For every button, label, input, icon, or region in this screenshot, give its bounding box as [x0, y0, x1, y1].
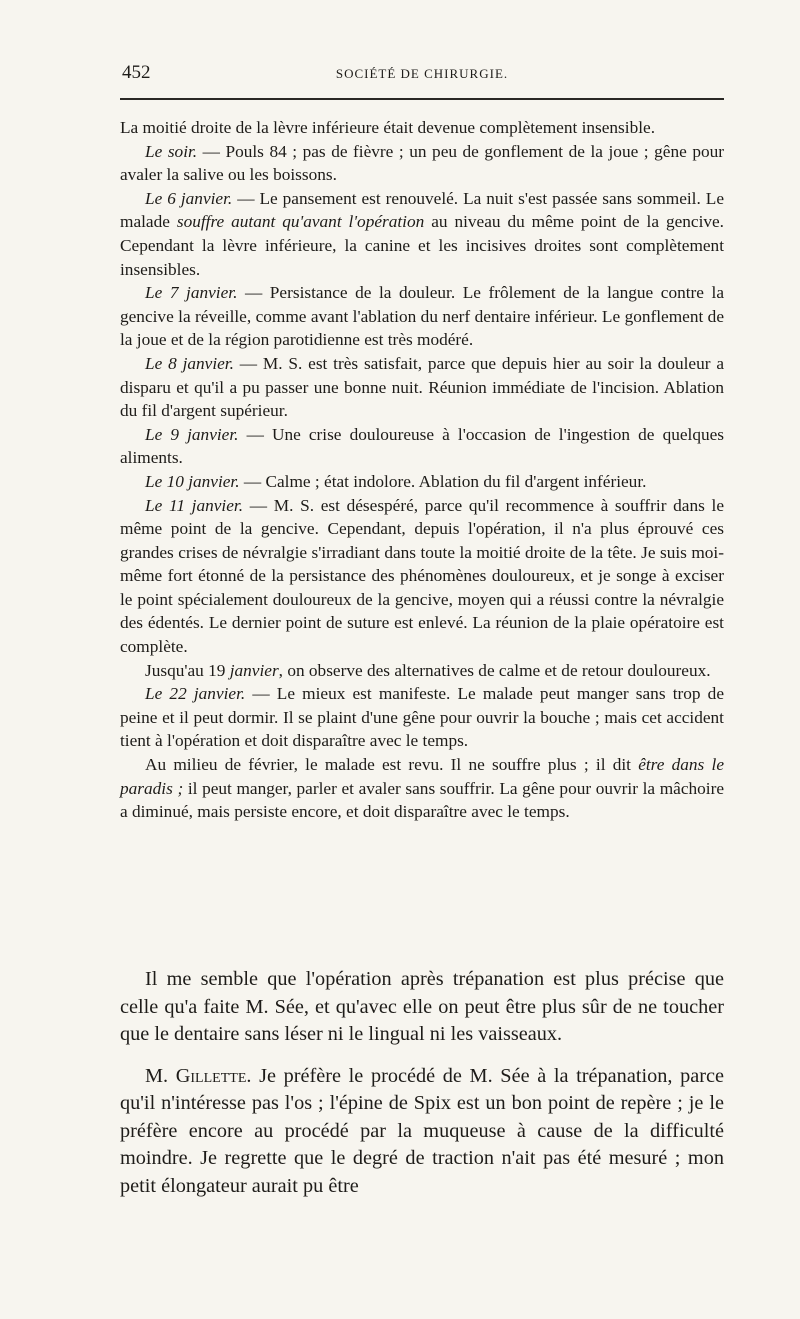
- case-notes: [120, 116, 724, 824]
- paragraph-22-janvier: Le 22 janvier. — Le mieux est manifeste. Le malade peut manger sans trop de peine et il peut dormir. Il se plaint d'une gêne pour ouvrir la bouche ; mais cet accident tient à l'opération et doit disparaître avec le temps.: [120, 684, 724, 751]
- entry-date: Le 6 janvier.: [145, 188, 233, 208]
- entry-date: Le 10 janvier.: [145, 471, 240, 491]
- paragraph-fevrier: Au milieu de février, le malade est revu. Il ne souffre plus ; il dit être dans le paradis ; il peut manger, parler et avaler sans souffrir. La gêne pour ouvrir la mâchoire a diminué, mais persiste encore, et doit disparaître avec le temps.: [120, 755, 724, 822]
- paragraph-10-janvier: Le 10 janvier. — Calme ; état indolore. Ablation du fil d'argent inférieur.: [145, 471, 647, 491]
- paragraph-19-janvier: Jusqu'au 19 janvier, on observe des alternatives de calme et de retour douloureux.: [145, 660, 711, 680]
- discussion: [120, 966, 724, 1214]
- speaker-name: M. Gillette.: [145, 1064, 252, 1087]
- running-title: SOCIÉTÉ DE CHIRURGIE.: [335, 66, 509, 81]
- entry-date: Le soir.: [145, 141, 198, 161]
- entry-date: Le 7 janvier.: [145, 283, 238, 303]
- paragraph-insensible: La moitié droite de la lèvre inférieure était devenue complètement insensible.: [120, 118, 656, 137]
- paragraph-9-janvier: Le 9 janvier. — Une crise douloureuse à l'occasion de l'ingestion de quelques aliments.: [120, 424, 724, 468]
- paragraph-7-janvier: Le 7 janvier. — Persistance de la douleur. Le frôlement de la langue contre la gencive la réveille, comme avant l'ablation du nerf dentaire inférieur. Le gonflement de la joue et de la région parotidienne est très modéré.: [120, 283, 724, 350]
- paragraph-8-janvier: Le 8 janvier. — M. S. est très satisfait, parce que depuis hier au soir la douleur a disparu et qu'il a pu passer une bonne nuit. Réunion immédiate de l'incision. Ablation du fil d'argent supérieur.: [120, 353, 724, 421]
- header-rule: [120, 98, 724, 100]
- italic-phrase: être dans le paradis ;: [120, 755, 724, 798]
- paragraph-le-soir: Le soir. — Pouls 84 ; pas de fièvre ; un peu de gonflement de la joue ; gêne pour avaler la salive ou les boissons.: [120, 141, 724, 185]
- entry-date: Le 8 janvier.: [145, 353, 234, 373]
- entry-date: Le 9 janvier.: [145, 424, 239, 444]
- paragraph-trepanation: Il me semble que l'opération après trépanation est plus précise que celle qu'a faite M. Sée, et qu'avec elle on peut être plus sûr de ne toucher que le dentaire sans léser ni le lingual ni les vaisseaux.: [120, 968, 724, 1045]
- paragraph-11-janvier: Le 11 janvier. — M. S. est désespéré, parce qu'il recommence à souffrir dans le même point de la gencive. Cependant, depuis l'opération, il n'a plus éprouvé ces grandes crises de névralgie s'irradiant dans toute la moitié droite de la tête. Je suis moi-même fort étonné de la persistance des phénomènes douloureux, et je songe à exciser le point spécialement douloureux de la gencive, moyen qui a réussi contre la névralgie des édentés. Le dernier point de suture est enlevé. La réunion de la plaie opératoire est complète.: [120, 495, 724, 657]
- paragraph-6-janvier: Le 6 janvier. — Le pansement est renouvelé. La nuit s'est passée sans sommeil. Le malade souffre autant qu'avant l'opération au niveau du même point de la gencive. Cependant la lèvre inférieure, la canine et les incisives droites sont complètement insensibles.: [120, 188, 725, 279]
- page-header: [120, 62, 724, 88]
- entry-date: Le 11 janvier.: [145, 495, 244, 515]
- italic-phrase: souffre autant qu'avant l'opération: [176, 212, 425, 232]
- entry-date: Le 22 janvier.: [145, 684, 246, 704]
- italic-phrase: janvier: [229, 660, 279, 680]
- page-number: 452: [122, 62, 151, 83]
- paragraph-gillette: M. Gillette. Je préfère le procédé de M. Sée à la trépanation, parce qu'il n'intéresse pas l'os ; l'épine de Spix est un bon point de repère ; je le préfère encore au procédé par la muqueuse à cause de la difficulté moindre. Je regrette que le degré de traction n'ait pas été mesuré ; mon petit élongateur aurait pu être: [120, 1064, 724, 1197]
